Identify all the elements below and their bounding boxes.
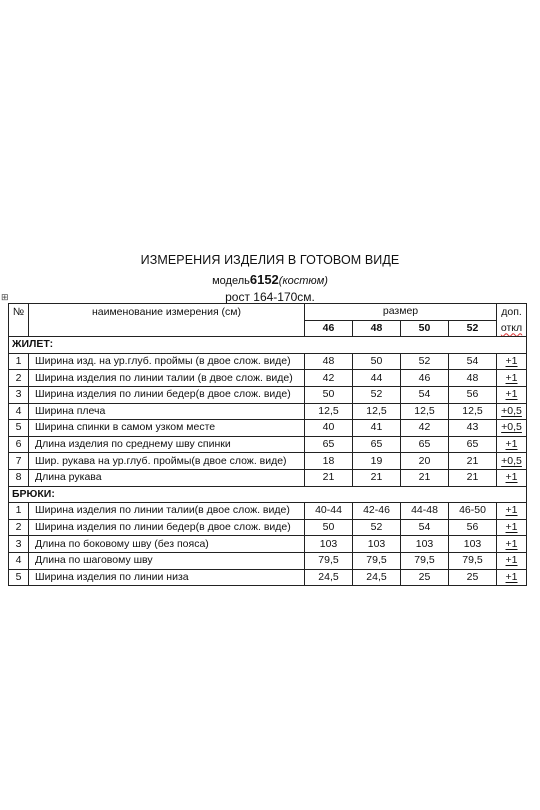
size-value: 42-46 (353, 503, 401, 520)
tolerance-cell (497, 453, 527, 470)
section-row (9, 337, 527, 354)
measurement-name: Ширина изделия по линии талии (в двое слож. виде) (29, 370, 305, 387)
size-value: 50 (353, 353, 401, 370)
measurement-name: Ширина изделия по линии талии(в двое слож. виде) (29, 503, 305, 520)
tolerance-value: +1 (505, 570, 518, 583)
size-value: 21 (305, 469, 353, 486)
size-value: 12,5 (449, 403, 497, 420)
row-number: 4 (9, 552, 29, 569)
size-value: 65 (401, 436, 449, 453)
size-value: 65 (449, 436, 497, 453)
size-value: 24,5 (305, 569, 353, 586)
size-value: 52 (401, 353, 449, 370)
header-name-cont (29, 320, 305, 337)
size-value: 46-50 (449, 503, 497, 520)
size-value: 19 (353, 453, 401, 470)
tolerance-cell (497, 403, 527, 420)
measurements-table (8, 303, 527, 586)
tolerance-value: +1 (505, 438, 518, 451)
model-type: (костюм) (278, 275, 328, 287)
tolerance-value: +1 (505, 537, 518, 550)
size-col: 48 (353, 320, 401, 337)
table-row (9, 420, 527, 437)
height-range: рост 164-170см. (225, 290, 315, 304)
tolerance-value: +1 (505, 471, 518, 484)
tolerance-cell (497, 552, 527, 569)
size-value: 103 (401, 536, 449, 553)
row-number: 4 (9, 403, 29, 420)
table-row (9, 403, 527, 420)
size-value: 48 (305, 353, 353, 370)
table-row (9, 436, 527, 453)
size-value: 21 (401, 469, 449, 486)
table-row (9, 536, 527, 553)
page-title: ИЗМЕРЕНИЯ ИЗДЕЛИЯ В ГОТОВОМ ВИДЕ (140, 253, 400, 267)
size-value: 42 (401, 420, 449, 437)
size-value: 103 (353, 536, 401, 553)
model-number: 6152 (249, 272, 279, 287)
measurement-name: Длина по боковому шву (без пояса) (29, 536, 305, 553)
size-value: 65 (353, 436, 401, 453)
size-value: 21 (449, 453, 497, 470)
row-number: 3 (9, 536, 29, 553)
header-no-cont (9, 320, 29, 337)
header-row-1 (9, 304, 527, 321)
size-value: 79,5 (401, 552, 449, 569)
size-value: 54 (401, 386, 449, 403)
size-value: 12,5 (353, 403, 401, 420)
size-value: 41 (353, 420, 401, 437)
table-row (9, 370, 527, 387)
tolerance-value: +0,5 (501, 454, 522, 467)
tolerance-cell (497, 519, 527, 536)
size-value: 42 (305, 370, 353, 387)
table-row (9, 569, 527, 586)
size-value: 103 (305, 536, 353, 553)
table-row (9, 353, 527, 370)
size-col: 52 (449, 320, 497, 337)
size-value: 12,5 (305, 403, 353, 420)
size-value: 44-48 (401, 503, 449, 520)
size-value: 40-44 (305, 503, 353, 520)
model-prefix: модель (212, 275, 250, 287)
tolerance-cell (497, 536, 527, 553)
tolerance-value: +1 (505, 521, 518, 534)
row-number: 5 (9, 569, 29, 586)
size-value: 18 (305, 453, 353, 470)
tolerance-cell (497, 353, 527, 370)
measurement-name: Ширина изделия по линии бедер(в двое слож. виде) (29, 519, 305, 536)
tolerance-value: +1 (505, 388, 518, 401)
size-value: 54 (449, 353, 497, 370)
section-title: БРЮКИ: (9, 486, 527, 503)
measurement-name: Длина по шаговому шву (29, 552, 305, 569)
section-title: ЖИЛЕТ: (9, 337, 527, 354)
size-col: 50 (401, 320, 449, 337)
size-value: 40 (305, 420, 353, 437)
measurement-name: Шир. рукава на ур.глуб. проймы(в двое слож. виде) (29, 453, 305, 470)
size-value: 21 (449, 469, 497, 486)
tolerance-value: +1 (505, 554, 518, 567)
tolerance-cell (497, 386, 527, 403)
size-col: 46 (305, 320, 353, 337)
row-number: 6 (9, 436, 29, 453)
size-value: 44 (353, 370, 401, 387)
header-tol-bottom: откл (497, 320, 527, 337)
row-number: 1 (9, 503, 29, 520)
row-number: 7 (9, 453, 29, 470)
size-value: 54 (401, 519, 449, 536)
table-row (9, 453, 527, 470)
row-number: 1 (9, 353, 29, 370)
header-tol-top: доп. (497, 304, 527, 321)
tolerance-cell (497, 503, 527, 520)
size-value: 79,5 (353, 552, 401, 569)
section-row (9, 486, 527, 503)
row-number: 3 (9, 386, 29, 403)
tolerance-value: +0,5 (501, 404, 522, 417)
tolerance-value: +1 (505, 371, 518, 384)
tolerance-cell (497, 420, 527, 437)
table-row (9, 519, 527, 536)
model-line (0, 272, 540, 287)
size-value: 25 (401, 569, 449, 586)
measurement-name: Ширина плеча (29, 403, 305, 420)
size-value: 52 (353, 386, 401, 403)
size-value: 12,5 (401, 403, 449, 420)
header-name: наименование измерения (см) (29, 304, 305, 321)
header-row-2 (9, 320, 527, 337)
size-value: 56 (449, 386, 497, 403)
table-row (9, 503, 527, 520)
size-value: 65 (305, 436, 353, 453)
table-row (9, 552, 527, 569)
size-value: 50 (305, 386, 353, 403)
size-value: 20 (401, 453, 449, 470)
size-value: 48 (449, 370, 497, 387)
measurement-name: Длина рукава (29, 469, 305, 486)
size-value: 24,5 (353, 569, 401, 586)
tolerance-cell (497, 370, 527, 387)
row-number: 2 (9, 370, 29, 387)
size-value: 79,5 (449, 552, 497, 569)
measurement-name: Ширина изделия по линии бедер(в двое слож. виде) (29, 386, 305, 403)
row-number: 8 (9, 469, 29, 486)
size-value: 25 (449, 569, 497, 586)
size-value: 52 (353, 519, 401, 536)
size-value: 50 (305, 519, 353, 536)
tolerance-cell (497, 569, 527, 586)
measurement-name: Ширина изделия по линии низа (29, 569, 305, 586)
size-value: 46 (401, 370, 449, 387)
measurement-name: Длина изделия по среднему шву спинки (29, 436, 305, 453)
tolerance-value: +0,5 (501, 421, 522, 434)
size-value: 43 (449, 420, 497, 437)
table-move-handle-icon[interactable]: ⊞ (1, 292, 9, 302)
size-value: 103 (449, 536, 497, 553)
tolerance-cell (497, 469, 527, 486)
row-number: 2 (9, 519, 29, 536)
tolerance-value: +1 (505, 504, 518, 517)
measurement-name: Ширина спинки в самом узком месте (29, 420, 305, 437)
measurement-name: Ширина изд. на ур.глуб. проймы (в двое слож. виде) (29, 353, 305, 370)
tolerance-value: +1 (505, 355, 518, 368)
size-value: 56 (449, 519, 497, 536)
table-row (9, 469, 527, 486)
row-number: 5 (9, 420, 29, 437)
tolerance-cell (497, 436, 527, 453)
size-value: 79,5 (305, 552, 353, 569)
table-row (9, 386, 527, 403)
header-size: размер (305, 304, 497, 321)
header-no: № (9, 304, 29, 321)
size-value: 21 (353, 469, 401, 486)
